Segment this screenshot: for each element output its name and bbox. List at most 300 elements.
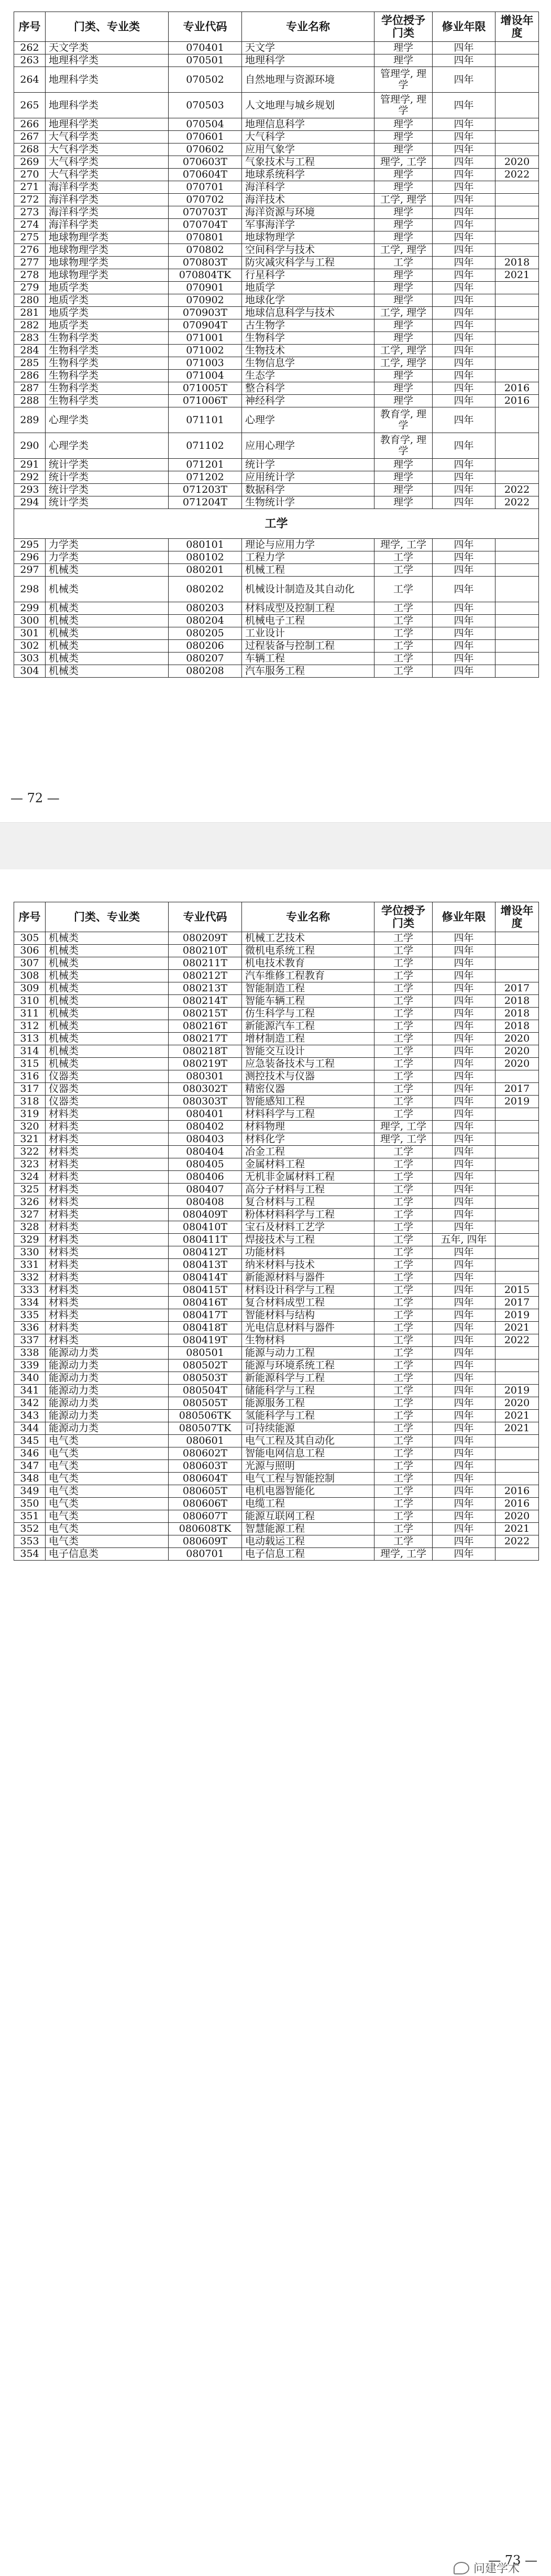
cell-category: 地理科学类 [46, 54, 169, 67]
cell-name: 防灾减灾科学与工程 [242, 257, 374, 269]
cell-added [495, 551, 539, 564]
cell-degree: 工学 [374, 1234, 433, 1246]
cell-category: 机械类 [46, 640, 169, 653]
cell-code: 080417T [169, 1309, 242, 1322]
cell-code: 080303T [169, 1096, 242, 1108]
cell-category: 大气科学类 [46, 143, 169, 156]
cell-added: 2020 [495, 1397, 539, 1410]
cell-degree: 工学 [374, 1510, 433, 1523]
cell-code: 071003 [169, 357, 242, 370]
cell-degree: 理学, 工学 [374, 539, 433, 551]
cell-name: 地理信息科学 [242, 118, 374, 131]
table-row [14, 615, 539, 627]
cell-name: 金属材料工程 [242, 1158, 374, 1171]
cell-years: 四年 [433, 1184, 495, 1196]
cell-name: 氢能科学与工程 [242, 1410, 374, 1422]
cell-years: 四年 [433, 1171, 495, 1184]
cell-no: 326 [14, 1196, 46, 1209]
cell-added [495, 1435, 539, 1447]
table-row [14, 1146, 539, 1158]
cell-degree: 工学, 理学 [374, 194, 433, 206]
header-category: 门类、专业类 [46, 12, 169, 42]
cell-degree: 工学 [374, 1096, 433, 1108]
cell-years: 四年 [433, 433, 495, 459]
cell-category: 机械类 [46, 932, 169, 945]
cell-degree: 工学 [374, 1359, 433, 1372]
cell-degree: 理学 [374, 54, 433, 67]
cell-added [495, 194, 539, 206]
cell-degree: 理学 [374, 42, 433, 54]
cell-code: 080203 [169, 602, 242, 615]
cell-degree: 工学, 理学 [374, 307, 433, 319]
cell-category: 材料类 [46, 1121, 169, 1133]
cell-category: 机械类 [46, 995, 169, 1008]
cell-degree: 理学, 工学 [374, 1121, 433, 1133]
cell-added [495, 407, 539, 433]
cell-code: 080405 [169, 1158, 242, 1171]
cell-years: 四年 [433, 1096, 495, 1108]
cell-no: 342 [14, 1397, 46, 1410]
cell-added: 2018 [495, 995, 539, 1008]
table-row [14, 1045, 539, 1058]
cell-degree: 理学 [374, 319, 433, 332]
cell-no: 301 [14, 627, 46, 640]
cell-name: 理论与应用力学 [242, 539, 374, 551]
cell-years: 四年 [433, 945, 495, 957]
table-row [14, 1033, 539, 1045]
cell-no: 343 [14, 1410, 46, 1422]
cell-name: 车辆工程 [242, 653, 374, 665]
cell-no: 350 [14, 1498, 46, 1510]
cell-degree: 工学, 理学 [374, 357, 433, 370]
cell-years: 四年 [433, 1083, 495, 1096]
table-header-row [14, 12, 539, 42]
page-number: — 72 — [10, 791, 60, 805]
cell-degree: 工学 [374, 640, 433, 653]
cell-added [495, 615, 539, 627]
cell-name: 复合材料与工程 [242, 1196, 374, 1209]
cell-category: 机械类 [46, 957, 169, 970]
cell-no: 302 [14, 640, 46, 653]
cell-code: 080609T [169, 1535, 242, 1548]
table-row [14, 640, 539, 653]
cell-degree: 工学 [374, 1473, 433, 1485]
cell-code: 070504 [169, 118, 242, 131]
cell-years: 四年 [433, 1058, 495, 1070]
cell-code: 071004 [169, 370, 242, 382]
cell-code: 080605T [169, 1485, 242, 1498]
page-number: — 73 — [488, 2553, 537, 2568]
cell-name: 机械工程 [242, 564, 374, 577]
table-row [14, 194, 539, 206]
cell-category: 天文学类 [46, 42, 169, 54]
cell-code: 070903T [169, 307, 242, 319]
cell-name: 生物信息学 [242, 357, 374, 370]
cell-years: 四年 [433, 407, 495, 433]
cell-added [495, 433, 539, 459]
majors-table-page-73 [14, 902, 539, 1561]
cell-category: 机械类 [46, 970, 169, 982]
table-row [14, 1058, 539, 1070]
cell-years: 四年 [433, 1410, 495, 1422]
cell-degree: 理学 [374, 459, 433, 471]
cell-category: 材料类 [46, 1108, 169, 1121]
cell-degree: 工学 [374, 1221, 433, 1234]
table-row [14, 169, 539, 181]
cell-category: 材料类 [46, 1133, 169, 1146]
cell-name: 智能感知工程 [242, 1096, 374, 1108]
cell-code: 080218T [169, 1045, 242, 1058]
table-row [14, 1498, 539, 1510]
cell-degree: 工学, 理学 [374, 244, 433, 257]
cell-name: 微机电系统工程 [242, 945, 374, 957]
cell-category: 机械类 [46, 615, 169, 627]
cell-no: 275 [14, 231, 46, 244]
cell-category: 统计学类 [46, 496, 169, 509]
cell-code: 080604T [169, 1473, 242, 1485]
cell-name: 地球化学 [242, 294, 374, 307]
cell-no: 348 [14, 1473, 46, 1485]
cell-code: 070401 [169, 42, 242, 54]
cell-code: 071102 [169, 433, 242, 459]
cell-degree: 工学 [374, 945, 433, 957]
cell-code: 080406 [169, 1171, 242, 1184]
cell-no: 287 [14, 382, 46, 395]
table-row [14, 471, 539, 484]
cell-name: 海洋资源与环境 [242, 206, 374, 219]
cell-no: 291 [14, 459, 46, 471]
cell-years: 四年 [433, 1523, 495, 1535]
table-row [14, 54, 539, 67]
cell-category: 仪器类 [46, 1070, 169, 1083]
cell-added [495, 1171, 539, 1184]
cell-code: 070901 [169, 282, 242, 294]
table-row [14, 1196, 539, 1209]
cell-degree: 工学 [374, 1535, 433, 1548]
header-no: 序号 [14, 12, 46, 42]
cell-added: 2021 [495, 1410, 539, 1422]
cell-no: 328 [14, 1221, 46, 1234]
cell-degree: 工学 [374, 1158, 433, 1171]
cell-name: 智能材料与结构 [242, 1309, 374, 1322]
cell-category: 电气类 [46, 1485, 169, 1498]
cell-name: 光源与照明 [242, 1460, 374, 1473]
cell-name: 天文学 [242, 42, 374, 54]
cell-added: 2019 [495, 1385, 539, 1397]
cell-years: 四年 [433, 1209, 495, 1221]
cell-years: 四年 [433, 1447, 495, 1460]
cell-degree: 工学 [374, 1347, 433, 1359]
header-degree: 学位授予门类 [374, 902, 433, 932]
table-row [14, 627, 539, 640]
cell-no: 345 [14, 1435, 46, 1447]
cell-no: 353 [14, 1535, 46, 1548]
table-row [14, 67, 539, 93]
cell-years: 四年 [433, 294, 495, 307]
cell-no: 323 [14, 1158, 46, 1171]
cell-no: 316 [14, 1070, 46, 1083]
table-row [14, 1020, 539, 1033]
cell-code: 070702 [169, 194, 242, 206]
cell-years: 四年 [433, 459, 495, 471]
cell-added [495, 282, 539, 294]
cell-added [495, 206, 539, 219]
table-row [14, 1535, 539, 1548]
cell-years: 四年 [433, 1070, 495, 1083]
cell-years: 四年 [433, 1535, 495, 1548]
cell-category: 电气类 [46, 1473, 169, 1485]
cell-code: 070802 [169, 244, 242, 257]
cell-category: 地球物理学类 [46, 244, 169, 257]
cell-category: 材料类 [46, 1184, 169, 1196]
cell-years: 四年 [433, 1359, 495, 1372]
table-row [14, 395, 539, 407]
table-row [14, 1309, 539, 1322]
cell-code: 080205 [169, 627, 242, 640]
cell-name: 生物材料 [242, 1334, 374, 1347]
cell-category: 材料类 [46, 1209, 169, 1221]
cell-no: 304 [14, 665, 46, 678]
cell-added [495, 219, 539, 231]
cell-category: 力学类 [46, 551, 169, 564]
table-row [14, 294, 539, 307]
cell-code: 070803T [169, 257, 242, 269]
cell-category: 大气科学类 [46, 156, 169, 169]
header-no: 序号 [14, 902, 46, 932]
cell-category: 地质学类 [46, 319, 169, 332]
cell-no: 354 [14, 1548, 46, 1561]
cell-name: 材料成型及控制工程 [242, 602, 374, 615]
cell-years: 四年 [433, 395, 495, 407]
cell-degree: 工学 [374, 1246, 433, 1259]
cell-degree: 管理学, 理学 [374, 67, 433, 93]
cell-category: 生物科学类 [46, 345, 169, 357]
cell-degree: 工学 [374, 932, 433, 945]
cell-no: 327 [14, 1209, 46, 1221]
cell-code: 070801 [169, 231, 242, 244]
cell-added [495, 1184, 539, 1196]
cell-code: 080413T [169, 1259, 242, 1272]
table-row [14, 982, 539, 995]
table-row [14, 1209, 539, 1221]
cell-degree: 教育学, 理学 [374, 407, 433, 433]
cell-years: 四年 [433, 496, 495, 509]
cell-degree: 工学 [374, 995, 433, 1008]
cell-no: 272 [14, 194, 46, 206]
table-row [14, 1548, 539, 1561]
cell-added [495, 231, 539, 244]
cell-code: 070502 [169, 67, 242, 93]
cell-code: 080408 [169, 1196, 242, 1209]
cell-category: 能源动力类 [46, 1397, 169, 1410]
cell-added: 2017 [495, 1083, 539, 1096]
cell-no: 282 [14, 319, 46, 332]
header-years: 修业年限 [433, 12, 495, 42]
cell-added [495, 1196, 539, 1209]
cell-name: 工程力学 [242, 551, 374, 564]
cell-no: 274 [14, 219, 46, 231]
cell-code: 080608TK [169, 1523, 242, 1535]
cell-code: 080210T [169, 945, 242, 957]
cell-years: 四年 [433, 1259, 495, 1272]
cell-category: 电气类 [46, 1435, 169, 1447]
cell-degree: 教育学, 理学 [374, 433, 433, 459]
cell-years: 四年 [433, 1435, 495, 1447]
cell-degree: 工学 [374, 653, 433, 665]
cell-name: 电气工程与智能控制 [242, 1473, 374, 1485]
cell-no: 341 [14, 1385, 46, 1397]
cell-degree: 理学 [374, 131, 433, 143]
cell-category: 电子信息类 [46, 1548, 169, 1561]
cell-name: 海洋技术 [242, 194, 374, 206]
table-row [14, 231, 539, 244]
cell-code: 080211T [169, 957, 242, 970]
cell-years: 四年 [433, 640, 495, 653]
cell-years: 四年 [433, 1133, 495, 1146]
table-row [14, 319, 539, 332]
cell-added: 2019 [495, 1096, 539, 1108]
cell-code: 080215T [169, 1008, 242, 1020]
table-row [14, 1359, 539, 1372]
header-code: 专业代码 [169, 902, 242, 932]
table-row [14, 484, 539, 496]
cell-no: 331 [14, 1259, 46, 1272]
table-row [14, 332, 539, 345]
table-row [14, 1473, 539, 1485]
cell-name: 应用气象学 [242, 143, 374, 156]
cell-degree: 工学 [374, 564, 433, 577]
cell-degree: 工学 [374, 1184, 433, 1196]
cell-code: 070904T [169, 319, 242, 332]
cell-added [495, 957, 539, 970]
cell-degree: 工学 [374, 1498, 433, 1510]
cell-added [495, 1548, 539, 1561]
table-row [14, 459, 539, 471]
table-row [14, 1171, 539, 1184]
cell-years: 四年 [433, 1309, 495, 1322]
cell-years: 四年 [433, 1121, 495, 1133]
table-row [14, 1372, 539, 1385]
table-row [14, 1096, 539, 1108]
cell-years: 四年 [433, 1008, 495, 1020]
cell-name: 数据科学 [242, 484, 374, 496]
cell-name: 宝石及材料工艺学 [242, 1221, 374, 1234]
cell-years: 四年 [433, 995, 495, 1008]
cell-no: 337 [14, 1334, 46, 1347]
cell-added: 2021 [495, 1422, 539, 1435]
cell-added [495, 627, 539, 640]
table-row [14, 357, 539, 370]
cell-category: 海洋科学类 [46, 194, 169, 206]
cell-category: 地理科学类 [46, 118, 169, 131]
cell-degree: 工学, 理学 [374, 345, 433, 357]
table-row [14, 577, 539, 602]
cell-code: 070703T [169, 206, 242, 219]
cell-no: 268 [14, 143, 46, 156]
cell-code: 080414T [169, 1272, 242, 1284]
cell-added [495, 1158, 539, 1171]
cell-years: 四年 [433, 551, 495, 564]
table-row [14, 1108, 539, 1121]
cell-years: 四年 [433, 957, 495, 970]
cell-name: 电子信息工程 [242, 1548, 374, 1561]
cell-no: 266 [14, 118, 46, 131]
cell-added [495, 1372, 539, 1385]
cell-name: 生态学 [242, 370, 374, 382]
cell-code: 080603T [169, 1460, 242, 1473]
cell-added [495, 932, 539, 945]
cell-added [495, 653, 539, 665]
cell-no: 262 [14, 42, 46, 54]
table-row [14, 1385, 539, 1397]
cell-category: 机械类 [46, 1033, 169, 1045]
cell-added: 2022 [495, 169, 539, 181]
cell-added [495, 1221, 539, 1234]
table-row [14, 156, 539, 169]
cell-name: 机械电子工程 [242, 615, 374, 627]
cell-no: 278 [14, 269, 46, 282]
cell-added [495, 602, 539, 615]
cell-code: 071101 [169, 407, 242, 433]
cell-no: 295 [14, 539, 46, 551]
cell-years: 四年 [433, 1510, 495, 1523]
cell-added: 2019 [495, 1309, 539, 1322]
cell-no: 269 [14, 156, 46, 169]
table-row [14, 1397, 539, 1410]
cell-added [495, 345, 539, 357]
cell-years: 四年 [433, 1158, 495, 1171]
table-row [14, 1447, 539, 1460]
cell-name: 粉体材料科学与工程 [242, 1209, 374, 1221]
cell-code: 080209T [169, 932, 242, 945]
cell-code: 070603T [169, 156, 242, 169]
cell-no: 310 [14, 995, 46, 1008]
section-title: 工学 [14, 509, 539, 539]
cell-years: 四年 [433, 1246, 495, 1259]
cell-name: 测控技术与仪器 [242, 1070, 374, 1083]
table-row [14, 1184, 539, 1196]
cell-name: 无机非金属材料工程 [242, 1171, 374, 1184]
cell-name: 能源服务工程 [242, 1397, 374, 1410]
table-row [14, 539, 539, 551]
cell-code: 071201 [169, 459, 242, 471]
cell-added [495, 1359, 539, 1372]
cell-code: 080217T [169, 1033, 242, 1045]
table-row [14, 181, 539, 194]
cell-degree: 工学 [374, 1372, 433, 1385]
cell-name: 新能源材料与器件 [242, 1272, 374, 1284]
cell-name: 生物统计学 [242, 496, 374, 509]
majors-table-page-72 [14, 12, 539, 678]
cell-no: 263 [14, 54, 46, 67]
cell-name: 能源与动力工程 [242, 1347, 374, 1359]
table-row [14, 1121, 539, 1133]
cell-degree: 工学 [374, 1422, 433, 1435]
cell-name: 机电技术教育 [242, 957, 374, 970]
cell-degree: 工学 [374, 1435, 433, 1447]
table-row [14, 1485, 539, 1498]
cell-category: 海洋科学类 [46, 219, 169, 231]
cell-category: 材料类 [46, 1334, 169, 1347]
page-73 [0, 869, 551, 2575]
cell-no: 281 [14, 307, 46, 319]
cell-years: 四年 [433, 319, 495, 332]
cell-name: 高分子材料与工程 [242, 1184, 374, 1196]
cell-category: 材料类 [46, 1171, 169, 1184]
cell-no: 289 [14, 407, 46, 433]
cell-no: 317 [14, 1083, 46, 1096]
cell-name: 自然地理与资源环境 [242, 67, 374, 93]
